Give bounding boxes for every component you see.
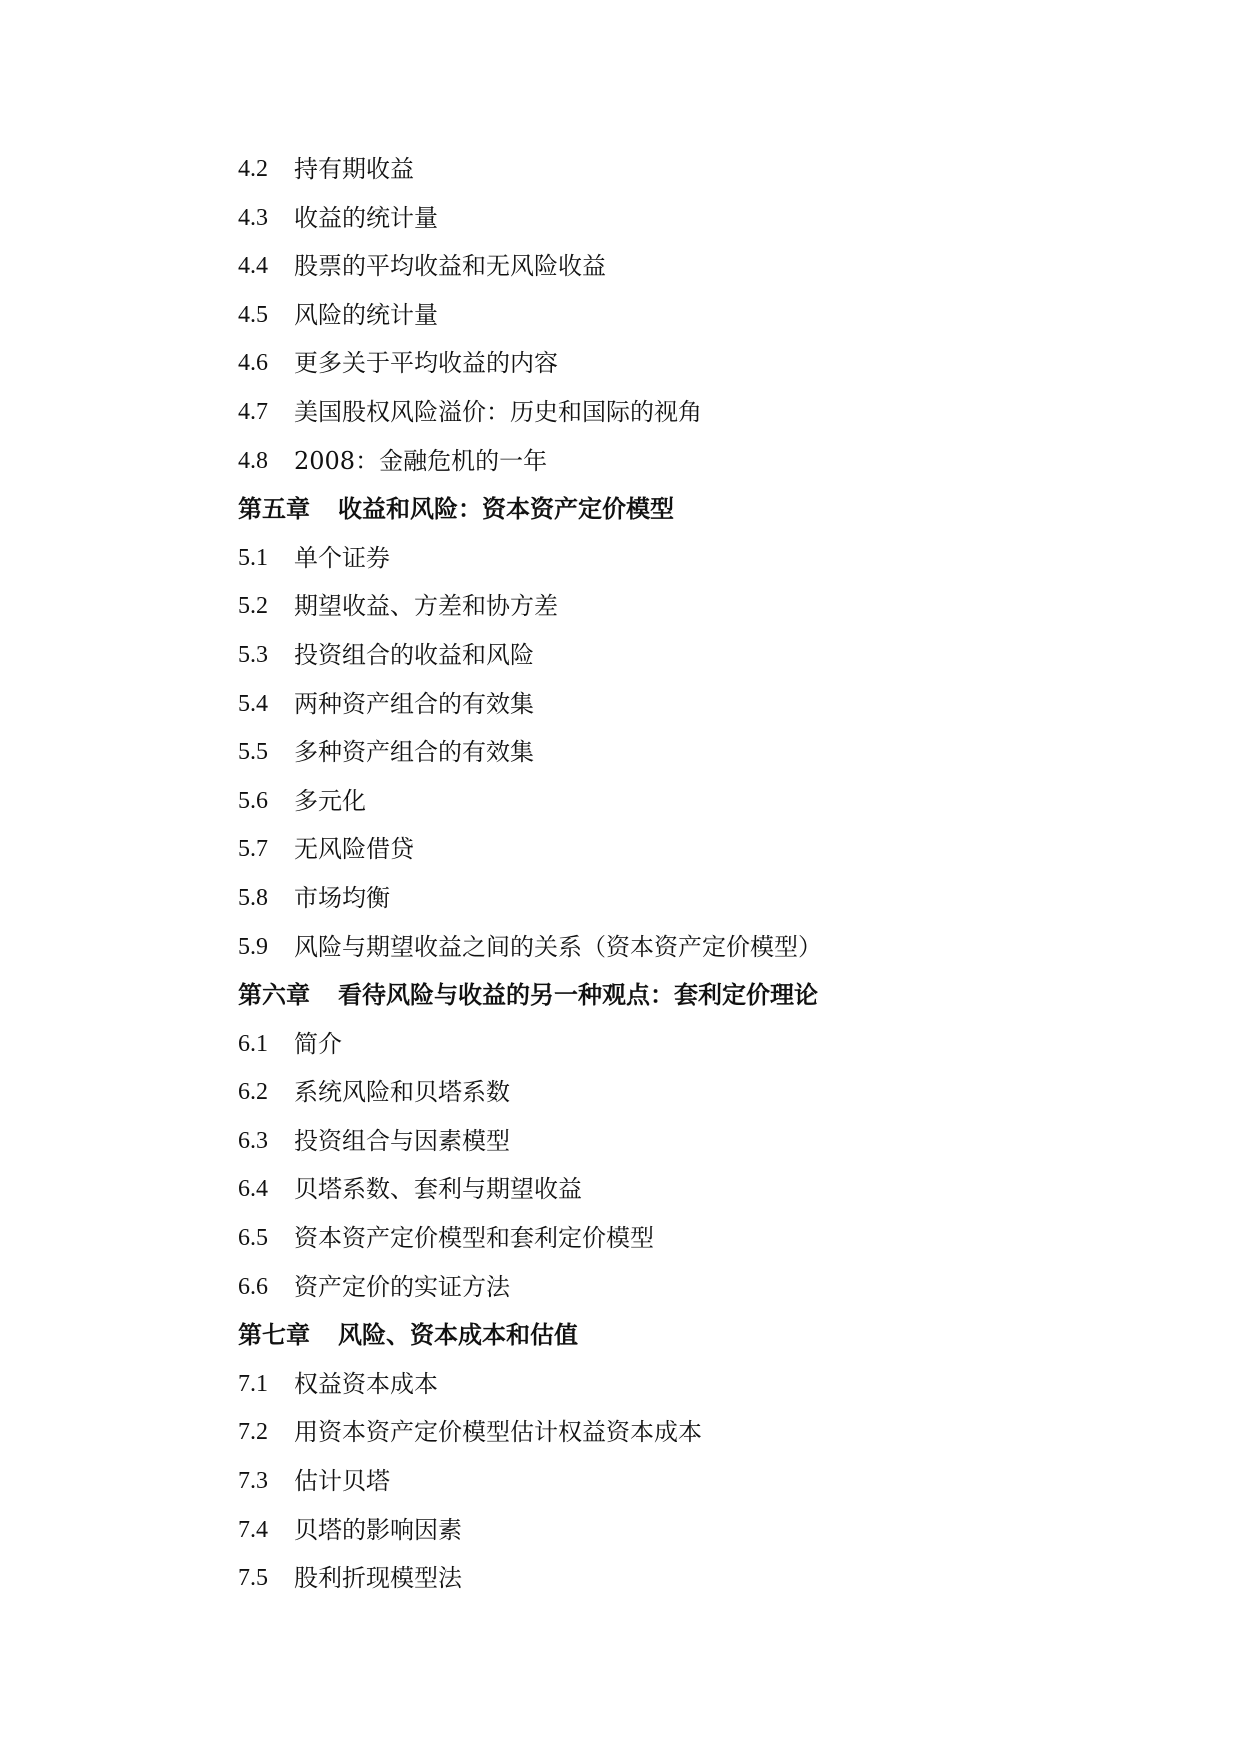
section-number: 7.2 xyxy=(238,1419,268,1446)
toc-section-4-8 xyxy=(238,437,1178,486)
section-number: 6.3 xyxy=(238,1127,268,1154)
toc-section-4-4 xyxy=(238,242,1178,291)
toc-section-5-9 xyxy=(238,923,1178,972)
toc-chapter-7 xyxy=(238,1311,1178,1360)
section-title: 多种资产组合的有效集 xyxy=(294,738,534,767)
toc-section-5-5 xyxy=(238,728,1178,777)
toc-section-5-7 xyxy=(238,825,1178,874)
chapter-label: 第七章 xyxy=(238,1320,310,1350)
section-title: 收益的统计量 xyxy=(294,203,438,232)
section-title: 资本资产定价模型和套利定价模型 xyxy=(294,1224,654,1253)
section-number: 5.6 xyxy=(238,787,268,814)
section-title: 贝塔的影响因素 xyxy=(294,1515,462,1544)
section-title: 单个证券 xyxy=(294,543,390,572)
section-title: 风险的统计量 xyxy=(294,300,438,329)
section-title: 风险与期望收益之间的关系（资本资产定价模型） xyxy=(294,932,822,961)
toc-section-7-4 xyxy=(238,1506,1178,1555)
chapter-title: 看待风险与收益的另一种观点：套利定价理论 xyxy=(338,980,818,1010)
section-number: 4.4 xyxy=(238,253,268,280)
toc-section-5-2 xyxy=(238,582,1178,631)
section-title: 2008：金融危机的一年 xyxy=(294,446,548,475)
section-number: 7.5 xyxy=(238,1565,268,1592)
toc-section-6-5 xyxy=(238,1214,1178,1263)
section-number: 5.4 xyxy=(238,690,268,717)
section-number: 6.4 xyxy=(238,1176,268,1203)
section-number: 5.2 xyxy=(238,593,268,620)
section-title: 无风险借贷 xyxy=(294,835,414,864)
section-title: 持有期收益 xyxy=(294,155,414,183)
toc-section-7-2 xyxy=(238,1408,1178,1457)
section-number: 7.4 xyxy=(238,1516,268,1543)
section-title: 股利折现模型法 xyxy=(294,1564,462,1593)
toc-section-4-5 xyxy=(238,291,1178,340)
section-title: 多元化 xyxy=(294,786,366,815)
toc-section-7-5 xyxy=(238,1554,1178,1603)
toc-section-5-3 xyxy=(238,631,1178,680)
toc-section-5-4 xyxy=(238,680,1178,729)
toc-section-6-2 xyxy=(238,1068,1178,1117)
section-title: 市场均衡 xyxy=(294,883,390,912)
toc-chapter-6 xyxy=(238,971,1178,1020)
section-number: 7.1 xyxy=(238,1370,268,1397)
section-title: 投资组合与因素模型 xyxy=(294,1126,510,1155)
toc-section-4-3 xyxy=(238,194,1178,243)
section-title: 两种资产组合的有效集 xyxy=(294,689,534,718)
section-title: 期望收益、方差和协方差 xyxy=(294,592,558,621)
toc-section-6-1 xyxy=(238,1020,1178,1069)
section-title: 资产定价的实证方法 xyxy=(294,1272,510,1301)
section-number: 5.5 xyxy=(238,739,268,766)
toc-section-5-8 xyxy=(238,874,1178,923)
table-of-contents xyxy=(238,145,1178,1603)
toc-section-4-7 xyxy=(238,388,1178,437)
section-title: 投资组合的收益和风险 xyxy=(294,640,534,669)
toc-section-6-3 xyxy=(238,1117,1178,1166)
toc-section-5-1 xyxy=(238,534,1178,583)
section-title: 更多关于平均收益的内容 xyxy=(294,349,558,378)
toc-section-4-6 xyxy=(238,339,1178,388)
section-title: 股票的平均收益和无风险收益 xyxy=(294,252,606,281)
section-number: 4.3 xyxy=(238,204,268,231)
section-title: 简介 xyxy=(294,1029,342,1058)
section-number: 4.6 xyxy=(238,350,268,377)
section-number: 6.1 xyxy=(238,1030,268,1057)
section-title: 用资本资产定价模型估计权益资本成本 xyxy=(294,1418,702,1447)
toc-section-7-3 xyxy=(238,1457,1178,1506)
chapter-label: 第六章 xyxy=(238,980,310,1010)
toc-section-4-2 xyxy=(238,145,1178,194)
section-title: 权益资本成本 xyxy=(294,1369,438,1398)
section-title: 美国股权风险溢价：历史和国际的视角 xyxy=(294,397,702,426)
section-title: 系统风险和贝塔系数 xyxy=(294,1078,510,1107)
section-number: 5.8 xyxy=(238,884,268,911)
section-number: 5.3 xyxy=(238,641,268,668)
toc-section-5-6 xyxy=(238,777,1178,826)
toc-section-7-1 xyxy=(238,1360,1178,1409)
section-number: 6.5 xyxy=(238,1225,268,1252)
chapter-title: 收益和风险：资本资产定价模型 xyxy=(338,494,674,524)
toc-section-6-6 xyxy=(238,1263,1178,1312)
section-title: 估计贝塔 xyxy=(294,1467,390,1496)
chapter-label: 第五章 xyxy=(238,494,310,524)
toc-section-6-4 xyxy=(238,1165,1178,1214)
section-number: 4.7 xyxy=(238,398,268,425)
section-number: 7.3 xyxy=(238,1468,268,1495)
section-number: 4.8 xyxy=(238,447,268,474)
section-title: 贝塔系数、套利与期望收益 xyxy=(294,1175,582,1204)
section-number: 6.2 xyxy=(238,1079,268,1106)
toc-chapter-5 xyxy=(238,485,1178,534)
section-number: 5.7 xyxy=(238,836,268,863)
section-number: 5.9 xyxy=(238,933,268,960)
section-number: 4.2 xyxy=(238,156,268,182)
chapter-title: 风险、资本成本和估值 xyxy=(338,1320,578,1350)
section-number: 5.1 xyxy=(238,544,268,571)
section-number: 4.5 xyxy=(238,301,268,328)
section-number: 6.6 xyxy=(238,1273,268,1300)
